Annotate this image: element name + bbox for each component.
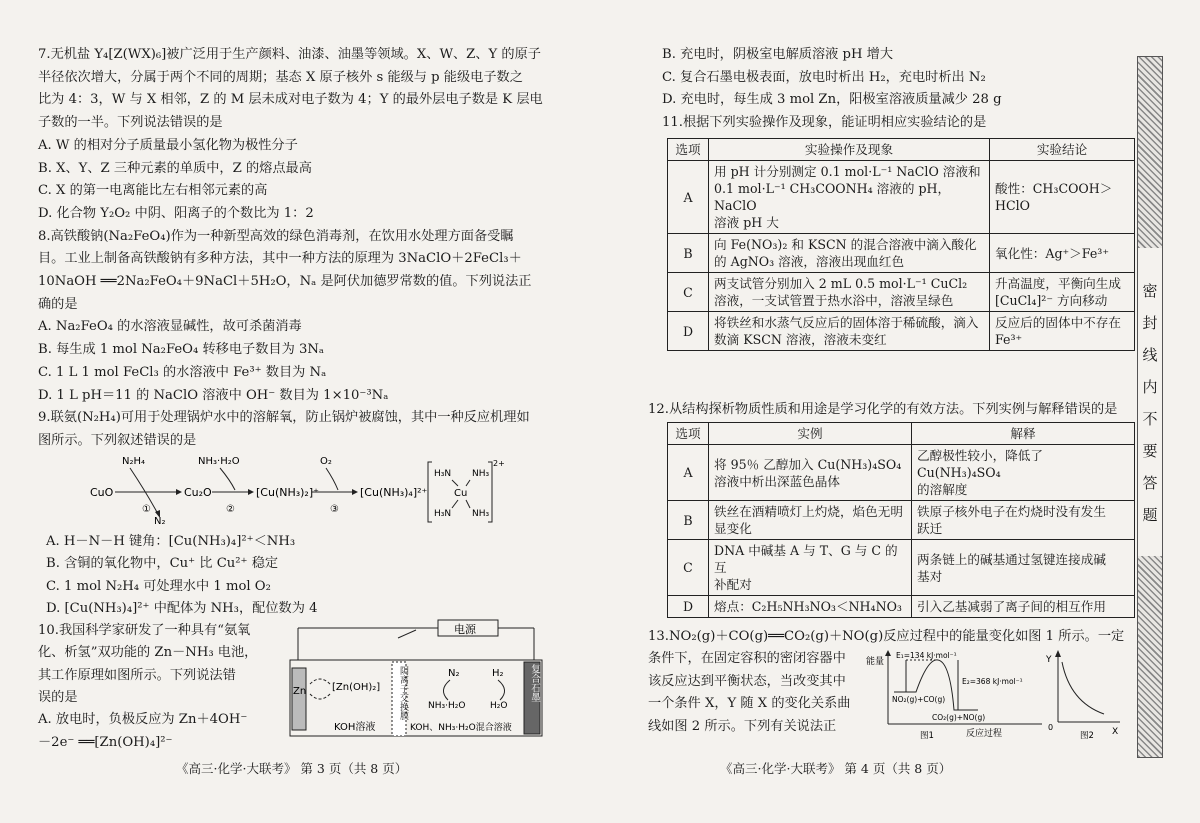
left-text-line: 半径依次增大，分属于两个不同的周期；基态 X 原子核外 s 能级与 p 能级电子数之 [38,69,523,85]
seal-char: 答 [1142,474,1158,492]
right-text-line: D. 充电时，每生成 3 mol Zn，阳极室溶液质量减少 28 g [662,92,1002,107]
scheme-cuo: CuO [90,486,114,499]
fig1-e2: E₂=368 kJ·mol⁻¹ [962,677,1023,686]
q10-text-line: 化、析氢”双功能的 Zn－NH₃ 电池， [38,645,258,661]
q10-text-line: 10.我国科学家研发了一种具有“氨氧 [38,623,251,638]
scheme-o2: O₂ [320,456,332,467]
battery-source: 电源 [454,623,476,636]
t11-content-cell: 用 pH 计分别测定 0.1 mol·L⁻¹ NaClO 溶液和 0.1 mol·L⁻¹ CH₃COONH₄ 溶液的 pH，NaClO 溶液 pH 大 [709,161,990,234]
left-text-line: 7.无机盐 Y₄[Z(WX)₆]被广泛用于生产颜料、油漆、油墨等领域。X、W、Z、Y 的原子 [38,47,541,62]
t11-row [668,234,1135,273]
right-page [600,0,1135,823]
q13-text-line: 条件下，在固定容积的密闭容器中 [648,651,846,667]
complex-center: Cu [454,488,468,499]
t12-content-cell: 两条链上的碱基通过氢键连接成碱 基对 [912,540,1135,596]
t12-row [668,445,1135,501]
fig2-x: X [1112,727,1119,737]
left-text-line: 子数的一半。下列说法错误的是 [38,115,223,131]
t12-content-cell: 熔点：C₂H₅NH₃NO₃＜NH₄NO₃ [709,596,912,618]
left-text-line: D. 化合物 Y₂O₂ 中阴、阳离子的个数比为 1：2 [38,205,314,221]
left-text-line: 比为 4：3，W 与 X 相邻，Z 的 M 层未成对电子数为 4；Y 的最外层电子数是 K 层电 [38,92,543,108]
left-text-line: 确的是 [38,296,78,312]
q10-text-line: 其工作原理如图所示。下列说法错 [38,667,236,683]
right-text-line: B. 充电时，阴极室电解质溶液 pH 增大 [662,47,894,62]
scheme-cu2o: Cu₂O [184,486,212,499]
t11-content-cell: 将铁丝和水蒸气反应后的固体溶于稀硫酸，滴入 数滴 KSCN 溶液，溶液未变红 [709,312,990,351]
scheme-step1: ① [142,504,151,515]
t11-header: 选项 [668,139,709,161]
left-text-line: C. X 的第一电离能比左右相邻元素的高 [38,183,268,199]
t11-content-cell: 氧化性：Ag⁺＞Fe³⁺ [990,234,1135,273]
t11-row [668,312,1135,351]
fig2-origin: 0 [1048,723,1054,732]
battery-h2: H₂ [492,668,504,679]
left-text-line: B. X、Y、Z 三种元素的单质中，Z 的熔点最高 [38,160,312,176]
seal-char: 线 [1142,346,1158,364]
battery-n2: N₂ [448,668,460,679]
fig1-e1: E₁=134 kJ·mol⁻¹ [896,651,957,660]
complex-ligand-tr: NH₃ [472,469,490,479]
q9-reaction-scheme [80,452,505,527]
t12-option-cell: D [668,596,709,618]
seal-char: 题 [1142,506,1158,524]
t12-row [668,501,1135,540]
scheme-cu-nh3-2: [Cu(NH₃)₂]⁺ [256,486,319,499]
seal-char: 不 [1142,410,1158,428]
left-text-line: 9.联氨(N₂H₄)可用于处理锅炉水中的溶解氧，防止锅炉被腐蚀，其中一种反应机理如 [38,410,530,426]
fig1-reactants: NO₂(g)+CO(g) [892,695,946,704]
seal-char: 密 [1142,282,1158,300]
fig2-caption: 图2 [1080,731,1094,741]
battery-koh: KOH溶液 [334,722,376,733]
q13-fig2-y-vs-x [1046,650,1124,742]
t11-row [668,161,1135,234]
seal-char: 封 [1142,314,1158,332]
battery-graphite-label: 复合石墨 [529,664,540,702]
scheme-n2: N₂ [154,516,166,527]
t11-content-cell: 两支试管分别加入 2 mL 0.5 mol·L⁻¹ CuCl₂ 溶液，一支试管置于热水浴中，溶液呈绿色 [709,273,990,312]
scheme-nh3h2o: NH₃·H₂O [198,456,240,467]
t12-content-cell: 铁原子核外电子在灼烧时没有发生 跃迁 [912,501,1135,540]
right-text-line: 11.根据下列实验操作及现象，能证明相应实验结论的是 [662,114,987,130]
t11-row [668,273,1135,312]
table-q12 [667,422,1135,618]
left-text-line: 目。工业上制备高铁酸钠有多种方法，其中一种方法的原理为 3NaClO＋2FeCl₃＋ [38,251,522,267]
battery-nh3h2o: NH₃·H₂O [428,701,466,711]
t11-option-cell: D [668,312,709,351]
q13-fig1-energy-diagram [866,650,1046,742]
q13-text-line: 线如图 2 所示。下列有关说法正 [648,718,837,734]
scheme-n2h4: N₂H₄ [122,456,146,467]
left-text-line: A. Na₂FeO₄ 的水溶液显碱性，故可杀菌消毒 [38,319,302,335]
t11-header: 实验结论 [990,139,1135,161]
q9-option-line: B. 含铜的氧化物中，Cu⁺ 比 Cu²⁺ 稳定 [46,556,279,572]
complex-ligand-tl: H₃N [434,469,452,479]
t11-option-cell: C [668,273,709,312]
t12-header: 选项 [668,423,709,445]
t12-option-cell: A [668,445,709,501]
q13-text-line: 该反应达到平衡状态，当改变其中 [648,673,846,689]
t12-content-cell: 铁丝在酒精喷灯上灼烧，焰色无明 显变化 [709,501,912,540]
t11-option-cell: B [668,234,709,273]
t12-header: 解释 [912,423,1135,445]
t12-content-cell: 引入乙基减弱了离子间的相互作用 [912,596,1135,618]
battery-zn: Zn [293,686,307,697]
t11-content-cell: 升高温度，平衡向生成 [CuCl₄]²⁻ 方向移动 [990,273,1135,312]
complex-charge: 2+ [493,459,505,468]
t12-option-cell: C [668,540,709,596]
t12-option-cell: B [668,501,709,540]
seal-char: 内 [1142,378,1158,396]
battery-h2o: H₂O [490,701,508,711]
battery-mix: KOH、NH₃·H₂O混合溶液 [410,723,512,733]
q9-option-line: A. H－N－H 键角：[Cu(NH₃)₄]²⁺＜NH₃ [46,534,296,549]
fig1-xlabel: 反应过程 [966,729,1003,739]
battery-zn-species: [Zn(OH)₂] [332,682,381,693]
left-text-line: 8.高铁酸钠(Na₂FeO₄)作为一种新型高效的绿色消毒剂，在饮用水处理方面备受瞩 [38,228,514,244]
t11-content-cell: 酸性：CH₃COOH＞HClO [990,161,1135,234]
t11-option-cell: A [668,161,709,234]
complex-ligand-bl: H₃N [434,509,452,519]
fig1-ylabel: 能量 [866,657,885,667]
q9-option-line: D. [Cu(NH₃)₄]²⁺ 中配体为 NH₃，配位数为 4 [46,600,318,616]
complex-ligand-br: NH₃ [472,509,490,519]
left-text-line: 10NaOH ══2Na₂FeO₄＋9NaCl＋5H₂O，Nₐ 是阿伏加德罗常数的值。下列说法正 [38,274,532,289]
q12-stem: 12.从结构探析物质性质和用途是学习化学的有效方法。下列实例与解释错误的是 [648,402,1118,417]
t11-content-cell: 反应后的固体中不存在 Fe³⁺ [990,312,1135,351]
t12-content-cell: 将 95％ 乙醇加入 Cu(NH₃)₄SO₄ 溶液中析出深蓝色晶体 [709,445,912,501]
q10-battery-diagram [288,618,544,740]
fig1-caption: 图1 [920,731,934,741]
seal-char: 要 [1142,442,1158,460]
left-text-line: 图所示。下列叙述错误的是 [38,432,197,448]
t12-row [668,540,1135,596]
left-footer: 《高三·化学·大联考》 第 3 页（共 8 页） [176,761,408,776]
left-text-line: D. 1 L pH＝11 的 NaClO 溶液中 OH⁻ 数目为 1×10⁻³Nₐ [38,387,389,403]
q13-text-line: 13.NO₂(g)＋CO(g)══CO₂(g)＋NO(g)反应过程中的能量变化如图 1 所示。一定 [648,629,1125,644]
scheme-step3: ③ [330,504,339,515]
fig1-products: CO₂(g)+NO(g) [932,713,986,722]
t12-content-cell: DNA 中碱基 A 与 T、G 与 C 的互 补配对 [709,540,912,596]
q10-text-line: －2e⁻ ══[Zn(OH)₄]²⁻ [38,734,173,750]
right-footer: 《高三·化学·大联考》 第 4 页（共 8 页） [720,761,952,776]
t12-row [668,596,1135,618]
left-text-line: C. 1 L 1 mol FeCl₃ 的水溶液中 Fe³⁺ 数目为 Nₐ [38,364,327,380]
right-text-line: C. 复合石墨电极表面，放电时析出 H₂，充电时析出 N₂ [662,69,986,85]
q13-text-line: 一个条件 X，Y 随 X 的变化关系曲 [648,696,851,712]
scheme-cu-nh3-4: [Cu(NH₃)₄]²⁺ [360,486,428,499]
q10-text-line: A. 放电时，负极反应为 Zn＋4OH⁻ [38,712,248,728]
q9-option-line: C. 1 mol N₂H₄ 可处理水中 1 mol O₂ [46,578,271,594]
t12-content-cell: 乙醇极性较小，降低了 Cu(NH₃)₄SO₄ 的溶解度 [912,445,1135,501]
left-text-line: A. W 的相对分子质量最小氢化物为极性分子 [38,137,298,153]
q10-text-line: 误的是 [38,689,78,705]
fig2-y: Y [1046,655,1052,665]
scheme-step2: ② [226,504,235,515]
t11-header: 实验操作及现象 [709,139,990,161]
battery-membrane-label: 阴离子交换膜 [398,666,408,720]
left-text-line: B. 每生成 1 mol Na₂FeO₄ 转移电子数目为 3Nₐ [38,342,324,358]
t11-content-cell: 向 Fe(NO₃)₂ 和 KSCN 的混合溶液中滴入酸化 的 AgNO₃ 溶液，溶液出现血红色 [709,234,990,273]
t12-header: 实例 [709,423,912,445]
table-q11 [667,138,1135,351]
